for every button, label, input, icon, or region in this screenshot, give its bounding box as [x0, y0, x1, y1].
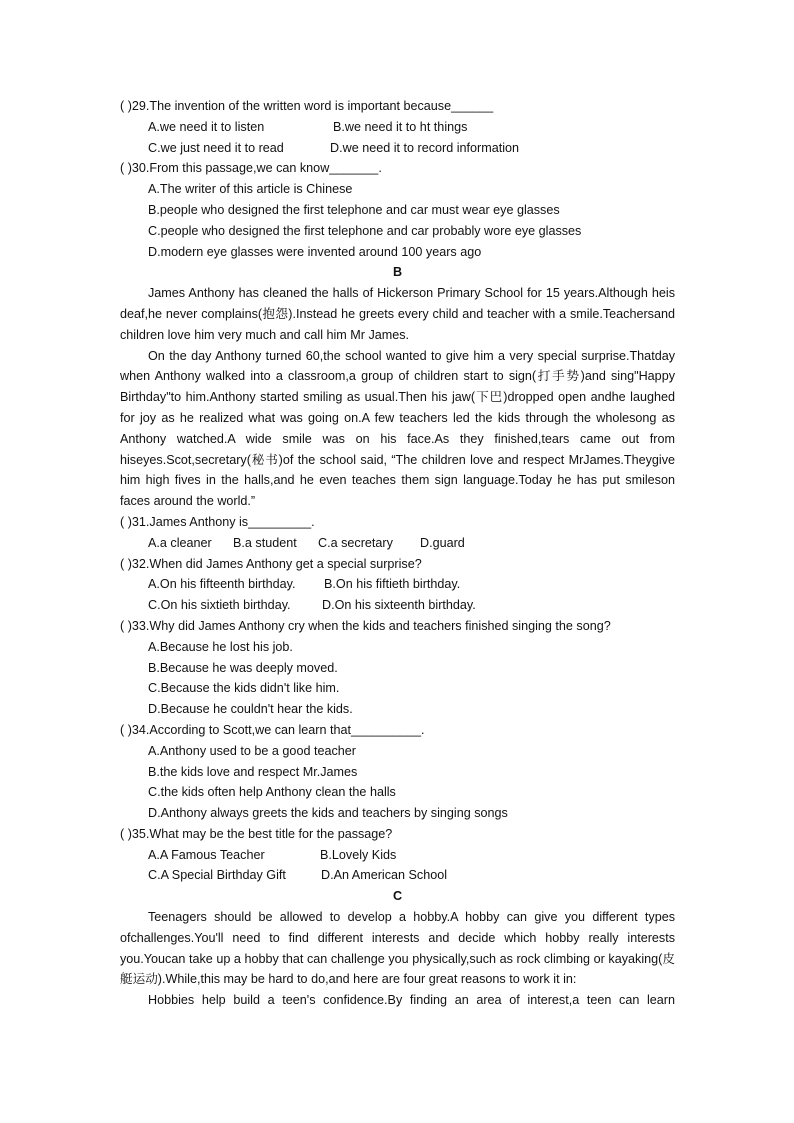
option-32-b: B.On his fiftieth birthday. [324, 577, 461, 592]
question-33: ( )33.Why did James Anthony cry when the kids and teachers finished singing the song? [120, 618, 611, 633]
option-29-a: A.we need it to listen [148, 119, 265, 134]
option-32-a: A.On his fifteenth birthday. [148, 577, 296, 592]
passage-c-paragraph-2: Hobbies help build a teen's confidence.By finding an area of interest,a teen can learn [148, 993, 675, 1008]
option-33-d: D.Because he couldn't hear the kids. [148, 702, 353, 717]
option-34-a: A.Anthony used to be a good teacher [148, 743, 356, 758]
section-c-heading: C [392, 889, 403, 904]
question-31: ( )31.James Anthony is_________. [120, 514, 315, 529]
option-30-c: C.people who designed the first telephone and car probably wore eye glasses [148, 223, 582, 238]
section-b-heading: B [392, 265, 403, 280]
option-30-d: D.modern eye glasses were invented around 100 years ago [148, 244, 482, 259]
option-35-a: A.A Famous Teacher [148, 847, 265, 862]
option-35-b: B.Lovely Kids [320, 847, 397, 862]
option-34-d: D.Anthony always greets the kids and teachers by singing songs [148, 806, 508, 821]
page-content [120, 96, 675, 1011]
option-31-b: B.a student [233, 535, 297, 550]
question-35-options-row-1 [120, 845, 675, 866]
option-30-b: B.people who designed the first telephone and car must wear eye glasses [148, 202, 560, 217]
option-34-b: B.the kids love and respect Mr.James [148, 764, 358, 779]
question-35: ( )35.What may be the best title for the passage? [120, 826, 393, 841]
option-29-d: D.we need it to record information [330, 140, 519, 155]
question-35-options-row-2 [120, 865, 675, 886]
question-32-options-row-2 [120, 595, 675, 616]
question-31-options [120, 533, 675, 554]
question-32-options-row-1 [120, 574, 675, 595]
question-30: ( )30.From this passage,we can know_______. [120, 161, 382, 176]
option-33-a: A.Because he lost his job. [148, 639, 293, 654]
option-33-b: B.Because he was deeply moved. [148, 660, 338, 675]
passage-c-paragraph-1: Teenagers should be allowed to develop a hobby.A hobby can give you different types ofchallenges.You'll need to find different interests and decide which hobby really interests you.Youcan take up a hobby that can challenge you physically,such as rock climbing or kayaking(皮艇运动).While,this may be hard to do,and here are four great reasons to work it in: [120, 910, 675, 987]
option-31-a: A.a cleaner [148, 535, 212, 550]
option-32-c: C.On his sixtieth birthday. [148, 598, 291, 613]
passage-b-paragraph-2: On the day Anthony turned 60,the school wanted to give him a very special surprise.Thatday when Anthony walked into a classroom,a group of children start to sign(打手势)and sing"Happy Birthday"to him.Anthony started smiling as usual.Then his jaw(下巴)dropped open andhe laughed for joy as he realized what was going on.A few teachers led the kids through the wholesong as Anthony watched.A wide smile was on his face.As they finished,tears came out from hiseyes.Scot,secretary(秘书)of the school said, “The children love and respect MrJames.Theygive him high fives in the halls,and he even teaches them sign language.Today he has put smileson faces around the world.” [120, 348, 675, 509]
question-29: ( )29.The invention of the written word is important because______ [120, 99, 494, 113]
question-34: ( )34.According to Scott,we can learn that__________. [120, 722, 425, 737]
passage-b-paragraph-1: James Anthony has cleaned the halls of Hickerson Primary School for 15 years.Although heis deaf,he never complains(抱怨).Instead he greets every child and teacher with a smile.Teachersand children love him very much and call him Mr James. [120, 286, 675, 342]
option-31-d: D.guard [420, 535, 465, 550]
option-31-c: C.a secretary [318, 535, 393, 550]
option-35-d: D.An American School [321, 868, 447, 883]
option-33-c: C.Because the kids didn't like him. [148, 681, 340, 696]
option-34-c: C.the kids often help Anthony clean the halls [148, 785, 396, 800]
question-29-options-row-2 [120, 138, 675, 159]
question-32: ( )32.When did James Anthony get a special surprise? [120, 556, 422, 571]
option-35-c: C.A Special Birthday Gift [148, 868, 286, 883]
option-30-a: A.The writer of this article is Chinese [148, 182, 353, 197]
question-29-options-row-1 [120, 117, 675, 138]
option-29-b: B.we need it to ht things [333, 119, 468, 134]
option-29-c: C.we just need it to read [148, 140, 284, 155]
option-32-d: D.On his sixteenth birthday. [322, 598, 476, 613]
